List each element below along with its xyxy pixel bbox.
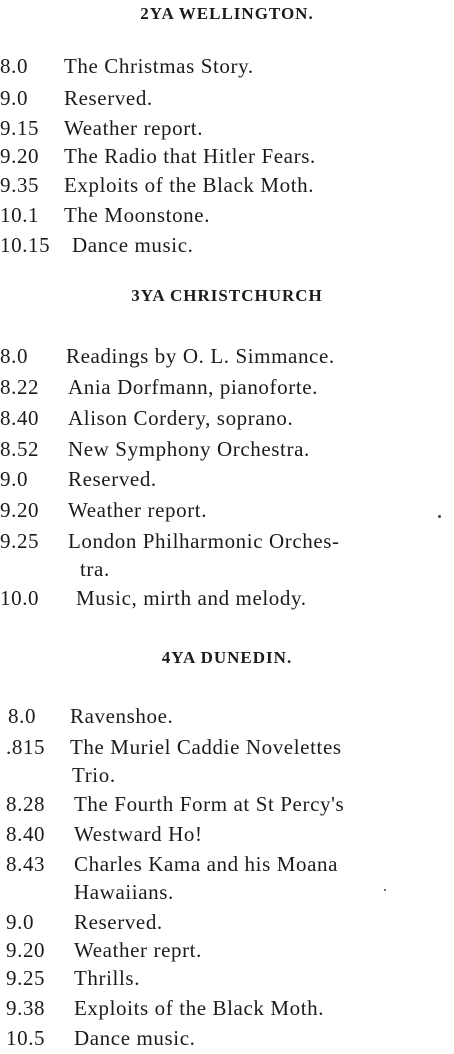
- listing-time: 8.43: [6, 852, 46, 876]
- listing-program: The Fourth Form at St Percy's: [74, 792, 345, 816]
- listing-time: 9.20: [0, 498, 40, 522]
- listing-program: Charles Kama and his Moana: [74, 852, 339, 876]
- listing-time: 8.40: [0, 406, 40, 430]
- listing-program: The Moonstone.: [64, 203, 211, 227]
- station-heading-4ya: 4YA DUNEDIN.: [161, 648, 293, 667]
- listing-program: New Symphony Orchestra.: [68, 437, 310, 461]
- listing-time: 10.15: [0, 233, 51, 257]
- listing-time: 9.20: [6, 938, 46, 962]
- listing-time: 9.25: [6, 966, 46, 990]
- listing-time: 8.28: [6, 792, 46, 816]
- scan-speck: [384, 889, 386, 891]
- listing-time: 8.0: [0, 344, 29, 368]
- listing-program-continued: Trio.: [72, 763, 116, 787]
- listing-time: 8.22: [0, 375, 40, 399]
- listing-program: Exploits of the Black Moth.: [64, 173, 315, 197]
- station-heading-2ya: 2YA WELLINGTON.: [140, 4, 314, 23]
- listing-time: 9.0: [0, 467, 29, 491]
- listing-program: Music, mirth and melody.: [76, 586, 307, 610]
- listing-time: 9.0: [0, 86, 29, 110]
- listing-program: Exploits of the Black Moth.: [74, 996, 325, 1020]
- listing-time: 8.40: [6, 822, 46, 846]
- station-heading-3ya: 3YA CHRISTCHURCH: [131, 286, 323, 305]
- listing-program: Readings by O. L. Simmance.: [66, 344, 335, 368]
- listing-time: 10.0: [0, 586, 40, 610]
- listing-time: 8.52: [0, 437, 40, 461]
- scan-speck: [438, 515, 441, 518]
- listing-program: Dance music.: [72, 233, 194, 257]
- listing-program-continued: Hawaiians.: [74, 880, 174, 904]
- listing-time: .815: [6, 735, 46, 759]
- listing-program: The Radio that Hitler Fears.: [64, 144, 316, 168]
- listing-time: 10.1: [0, 203, 40, 227]
- listing-time: 8.0: [8, 704, 37, 728]
- listing-time: 9.25: [0, 529, 40, 553]
- listing-time: 9.0: [6, 910, 35, 934]
- listing-program: Weather reprt.: [74, 938, 202, 962]
- listing-program: Weather report.: [64, 116, 204, 140]
- listing-program: Reserved.: [64, 86, 153, 110]
- listing-program: Westward Ho!: [74, 822, 203, 846]
- listing-program: Thrills.: [74, 966, 141, 990]
- listing-time: 10.5: [6, 1026, 46, 1050]
- listing-time: 9.35: [0, 173, 40, 197]
- listing-program-continued: tra.: [80, 557, 110, 581]
- listing-time: 9.15: [0, 116, 40, 140]
- listing-program: Weather report.: [68, 498, 208, 522]
- listing-program: Reserved.: [74, 910, 163, 934]
- listing-program: The Muriel Caddie Novelettes: [70, 735, 342, 759]
- listing-program: Dance music.: [74, 1026, 196, 1050]
- listing-program: Alison Cordery, soprano.: [68, 406, 294, 430]
- listing-time: 9.38: [6, 996, 46, 1020]
- listing-program: Ania Dorfmann, pianoforte.: [68, 375, 319, 399]
- listing-program: The Christmas Story.: [64, 54, 254, 78]
- listing-time: 8.0: [0, 54, 29, 78]
- listing-program: London Philharmonic Orches-: [68, 529, 340, 553]
- listing-program: Reserved.: [68, 467, 157, 491]
- listing-time: 9.20: [0, 144, 40, 168]
- listing-program: Ravenshoe.: [70, 704, 174, 728]
